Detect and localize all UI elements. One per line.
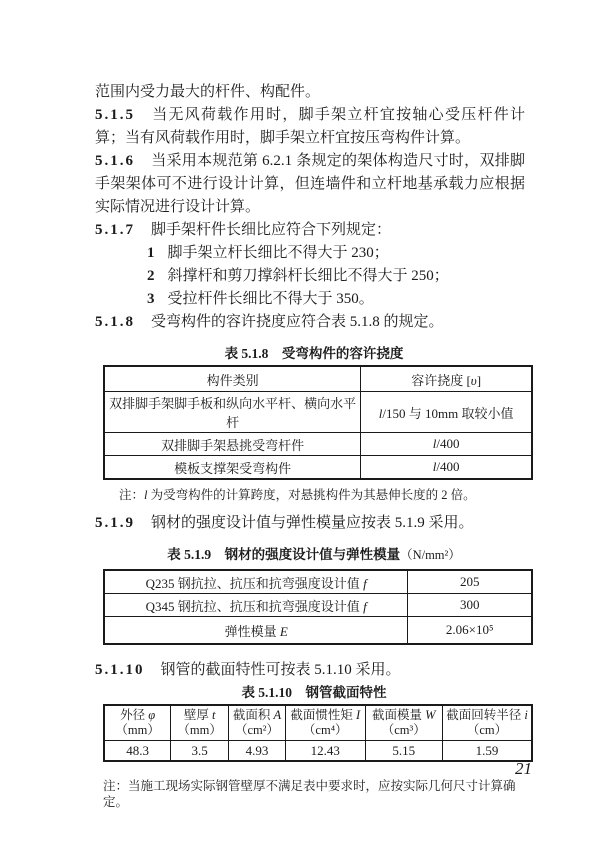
unit-text: （mm）: [115, 723, 160, 737]
col-header-moment-of-inertia: [285, 705, 365, 741]
col-header-outer-diameter: [104, 705, 171, 741]
section-number: 5.1.7: [95, 222, 135, 238]
note-prefix: 注：: [119, 488, 145, 502]
table-row: [104, 570, 532, 594]
section-text: 当采用本规范第 6.2.1 条规定的架体构造尺寸时，双排脚手架架体可不进行设计计算，但连墙件和立杆地基承载力应根据实际情况进行设计计算。: [95, 153, 525, 215]
section-5-1-6: [95, 150, 525, 219]
caption-unit: （N/mm²）: [400, 548, 461, 562]
t-symbol: t: [211, 708, 216, 722]
value-cell: 205: [408, 570, 532, 594]
section-number: 5.1.6: [95, 153, 135, 169]
unit-text: （cm）: [466, 723, 508, 737]
table-header-row: [104, 705, 532, 741]
section-number: 5.1.5: [95, 107, 135, 123]
value-cell: 2.06×10⁵: [408, 617, 532, 645]
property-cell: [104, 570, 408, 594]
table-5-1-9-caption: [103, 545, 525, 565]
page-content: [95, 81, 528, 810]
deflection-symbol: υ: [470, 372, 477, 388]
paragraph-continuation: [95, 81, 525, 104]
deflection-value-cell: [361, 392, 532, 433]
header-text: ]: [476, 372, 482, 388]
header-text: 截面惯性矩: [290, 708, 356, 722]
value-cell: 1.59: [443, 741, 533, 762]
header-text: 容许挠度 [: [411, 372, 471, 388]
table-row: [104, 433, 532, 456]
table-5-1-8: [103, 365, 533, 480]
table-5-1-8-wrap: [103, 365, 533, 480]
item-text: 脚手架立杆长细比不得大于 230；: [167, 245, 389, 261]
section-number: 5.1.9: [95, 515, 135, 531]
table-5-1-9-wrap: [103, 569, 533, 645]
header-text: 截面模量: [371, 708, 426, 722]
section-text: 受弯构件的容许挠度应符合表 5.1.8 的规定。: [151, 314, 444, 330]
section-text: 当无风荷载作用时，脚手架立杆宜按轴心受压杆件计算；当有风荷载作用时，脚手架立杆宜按压弯构件计算。: [95, 107, 525, 146]
property-cell: [104, 594, 408, 617]
item-text: 斜撑杆和剪刀撑斜杆长细比不得大于 250；: [167, 268, 449, 284]
deflection-value-cell: [361, 433, 532, 456]
value-cell: 3.5: [171, 741, 229, 762]
table-5-1-10-wrap: [103, 704, 533, 762]
col-header-wall-thickness: [171, 705, 229, 741]
value-text: /400: [436, 436, 460, 451]
a-symbol: A: [273, 708, 282, 722]
span-symbol: f: [363, 598, 367, 614]
col-header-member-type: 构件类别: [104, 366, 361, 392]
list-item-2: [95, 265, 525, 288]
header-text: 外径: [120, 708, 149, 722]
member-type-cell: 双排脚手架悬挑受弯杆件: [104, 433, 361, 456]
deflection-value-cell: [361, 456, 532, 480]
span-symbol: f: [363, 575, 367, 591]
table-row: [104, 456, 532, 480]
section-number: 5.1.8: [95, 314, 135, 330]
table-5-1-10-caption: 表 5.1.10 钢管截面特性: [241, 685, 387, 700]
unit-text: （cm³）: [381, 723, 426, 737]
table-row: [104, 392, 532, 433]
item-number: 2: [147, 268, 155, 284]
i-small-symbol: i: [524, 708, 528, 722]
item-number: 3: [147, 291, 155, 307]
span-symbol: E: [279, 623, 288, 639]
span-symbol: l: [378, 405, 383, 421]
header-text: 壁厚: [183, 708, 212, 722]
list-item-1: [95, 242, 525, 265]
list-item-3: [95, 288, 525, 311]
table-row: [104, 594, 532, 617]
section-text: 脚手架杆件长细比应符合下列规定：: [151, 222, 392, 238]
section-5-1-5: [95, 104, 525, 150]
member-type-cell: 模板支撑架受弯构件: [104, 456, 361, 480]
value-cell: 12.43: [285, 741, 365, 762]
property-text: 弹性模量: [224, 623, 280, 639]
section-text: 钢管的截面特性可按表 5.1.10 采用。: [160, 662, 401, 678]
table-5-1-10-note: [95, 778, 525, 810]
col-header-section-modulus: [365, 705, 442, 741]
property-cell: [104, 617, 408, 645]
member-type-cell: 双排脚手架脚手板和纵向水平杆、横向水平杆: [104, 392, 361, 433]
col-header-radius-of-gyration: [443, 705, 533, 741]
phi-symbol: φ: [148, 708, 156, 722]
value-cell: 5.15: [365, 741, 442, 762]
span-symbol: l: [432, 436, 437, 451]
col-header-section-area: [229, 705, 286, 741]
col-header-allowable-deflection: [361, 366, 532, 392]
note-prefix: 注：: [103, 779, 129, 793]
section-number: 5.1.10: [95, 662, 145, 678]
page-number: 21: [515, 759, 532, 778]
note-text: 为受弯构件的计算跨度，对悬挑构件为其悬伸长度的 2 倍。: [147, 488, 476, 502]
table-row: [104, 366, 532, 392]
header-text: 截面积: [232, 708, 274, 722]
note-text: 当施工现场实际钢管壁厚不满足表中要求时，应按实际几何尺寸计算确定。: [103, 779, 516, 809]
item-number: 1: [147, 245, 155, 261]
unit-text: （cm²）: [234, 723, 279, 737]
table-5-1-8-note: [95, 487, 525, 503]
table-row: [104, 617, 532, 645]
span-symbol: l: [432, 459, 437, 474]
unit-text: （mm）: [177, 723, 222, 737]
property-text: Q345 钢抗拉、抗压和抗弯强度设计值: [145, 598, 364, 614]
value-text: /150 与 10mm 取较小值: [382, 405, 514, 421]
item-text: 受拉杆件长细比不得大于 350。: [167, 291, 374, 307]
section-5-1-7: [95, 219, 525, 242]
value-cell: 300: [408, 594, 532, 617]
i-symbol: I: [355, 708, 361, 722]
caption-text: 表 5.1.9 钢材的强度设计值与弹性模量: [167, 547, 401, 562]
section-5-1-8: [95, 311, 525, 334]
value-text: /400: [436, 459, 460, 474]
span-symbol: l: [144, 488, 148, 502]
header-text: 截面回转半径: [446, 708, 525, 722]
paragraph-text: 范围内受力最大的杆件、构配件。: [95, 84, 321, 100]
section-text: 钢材的强度设计值与弹性模量应按表 5.1.9 采用。: [151, 515, 474, 531]
table-5-1-10: [103, 704, 533, 762]
table-5-1-8-caption: 表 5.1.8 受弯构件的容许挠度: [224, 346, 404, 361]
section-5-1-9: [95, 512, 525, 535]
value-cell: 4.93: [229, 741, 286, 762]
table-data-row: [104, 741, 532, 762]
property-text: Q235 钢抗拉、抗压和抗弯强度设计值: [145, 575, 364, 591]
table-5-1-9: [103, 569, 533, 645]
unit-text: （cm⁴）: [302, 723, 348, 737]
section-5-1-10: [95, 659, 525, 682]
w-symbol: W: [425, 708, 436, 722]
value-cell: 48.3: [104, 741, 171, 762]
